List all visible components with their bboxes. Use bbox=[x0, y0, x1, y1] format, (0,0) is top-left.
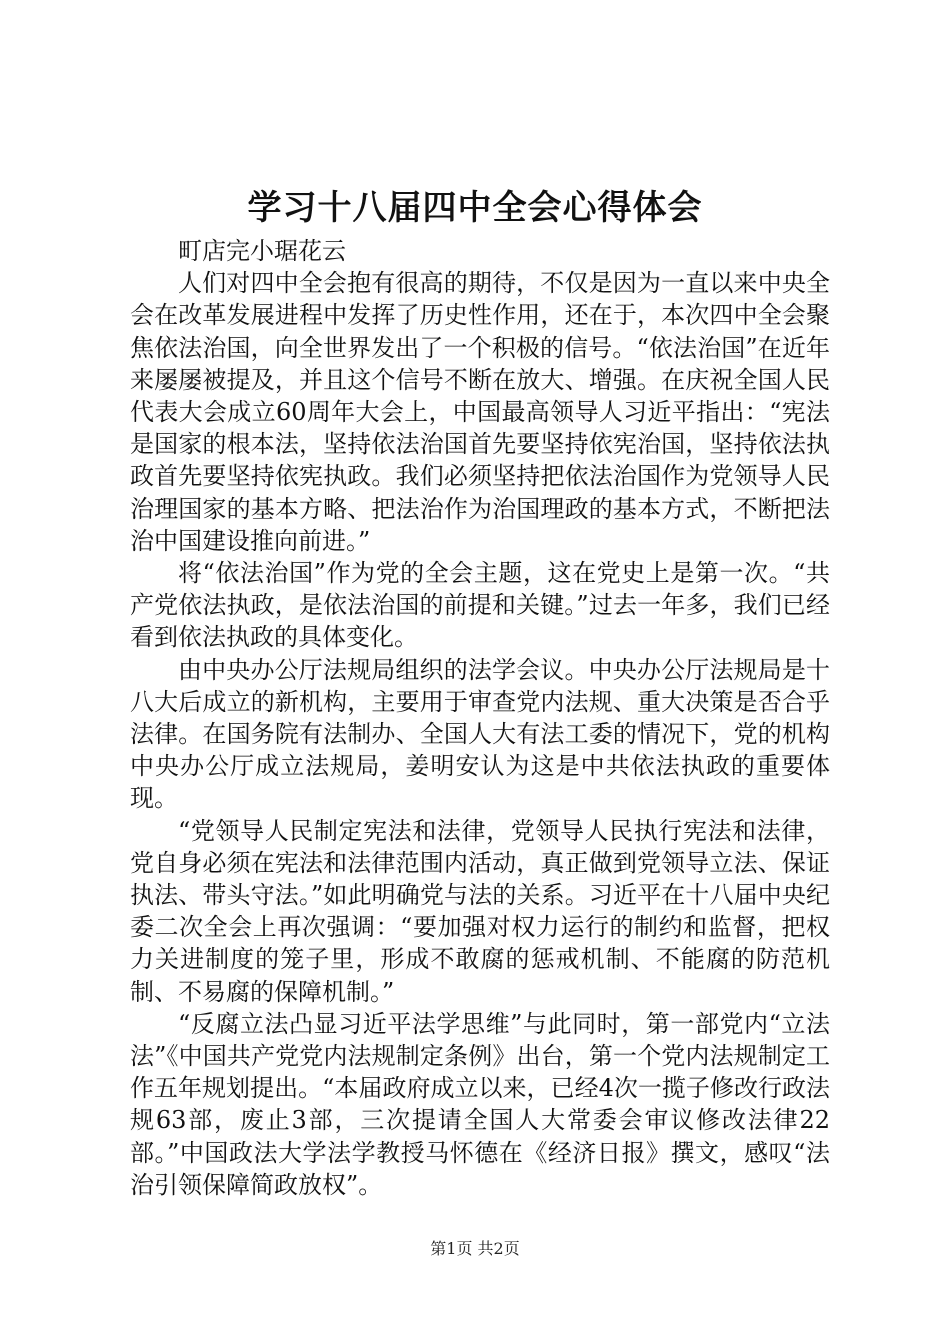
page-footer: 第1页 共2页 bbox=[430, 1239, 520, 1258]
paragraph-1: 人们对四中全会抱有很高的期待，不仅是因为一直以来中央全会在改革发展进程中发挥了历史性作用，还在于，本次四中全会聚焦依法治国，向全世界发出了一个积极的信号。“依法治国”在近年来屡屡被提及，并且这个信号不断在放大、增强。在庆祝全国人民代表大会成立60周年大会上，中国最高领导人习近平指出：“宪法是国家的根本法，坚持依法治国首先要坚持依宪治国，坚持依法执政首先要坚持依宪执政。我们必须坚持把依法治国作为党领导人民治理国家的基本方略、把法治作为治国理政的基本方式，不断把法治中国建设推向前进。” bbox=[130, 269, 830, 555]
author-line: 町店完小琚花云 bbox=[178, 237, 346, 265]
page-title: 学习十八届四中全会心得体会 bbox=[247, 188, 703, 228]
document-body bbox=[130, 235, 830, 1201]
paragraph-5: “反腐立法凸显习近平法学思维”与此同时，第一部党内“立法法”《中国共产党党内法规制定条例》出台，第一个党内法规制定工作五年规划提出。“本届政府成立以来，已经4次一揽子修改行政法规63部，废止3部，三次提请全国人大常委会审议修改法律22部。”中国政法大学法学教授马怀德在《经济日报》撰文，感叹“法治引领保障简政放权”。 bbox=[130, 1009, 830, 1199]
paragraph-2: 将“依法治国”作为党的全会主题，这在党史上是第一次。“共产党依法执政，是依法治国的前提和关键。”过去一年多，我们已经看到依法执政的具体变化。 bbox=[130, 559, 830, 652]
paragraph-3: 由中央办公厅法规局组织的法学会议。中央办公厅法规局是十八大后成立的新机构，主要用于审查党内法规、重大决策是否合乎法律。在国务院有法制办、全国人大有法工委的情况下，党的机构中央办公厅成立法规局，姜明安认为这是中共依法执政的重要体现。 bbox=[130, 655, 830, 813]
paragraph-4: “党领导人民制定宪法和法律，党领导人民执行宪法和法律，党自身必须在宪法和法律范围内活动，真正做到党领导立法、保证执法、带头守法。”如此明确党与法的关系。习近平在十八届中央纪委二次全会上再次强调：“要加强对权力运行的制约和监督，把权力关进制度的笼子里，形成不敢腐的惩戒机制、不能腐的防范机制、不易腐的保障机制。” bbox=[130, 816, 830, 1006]
